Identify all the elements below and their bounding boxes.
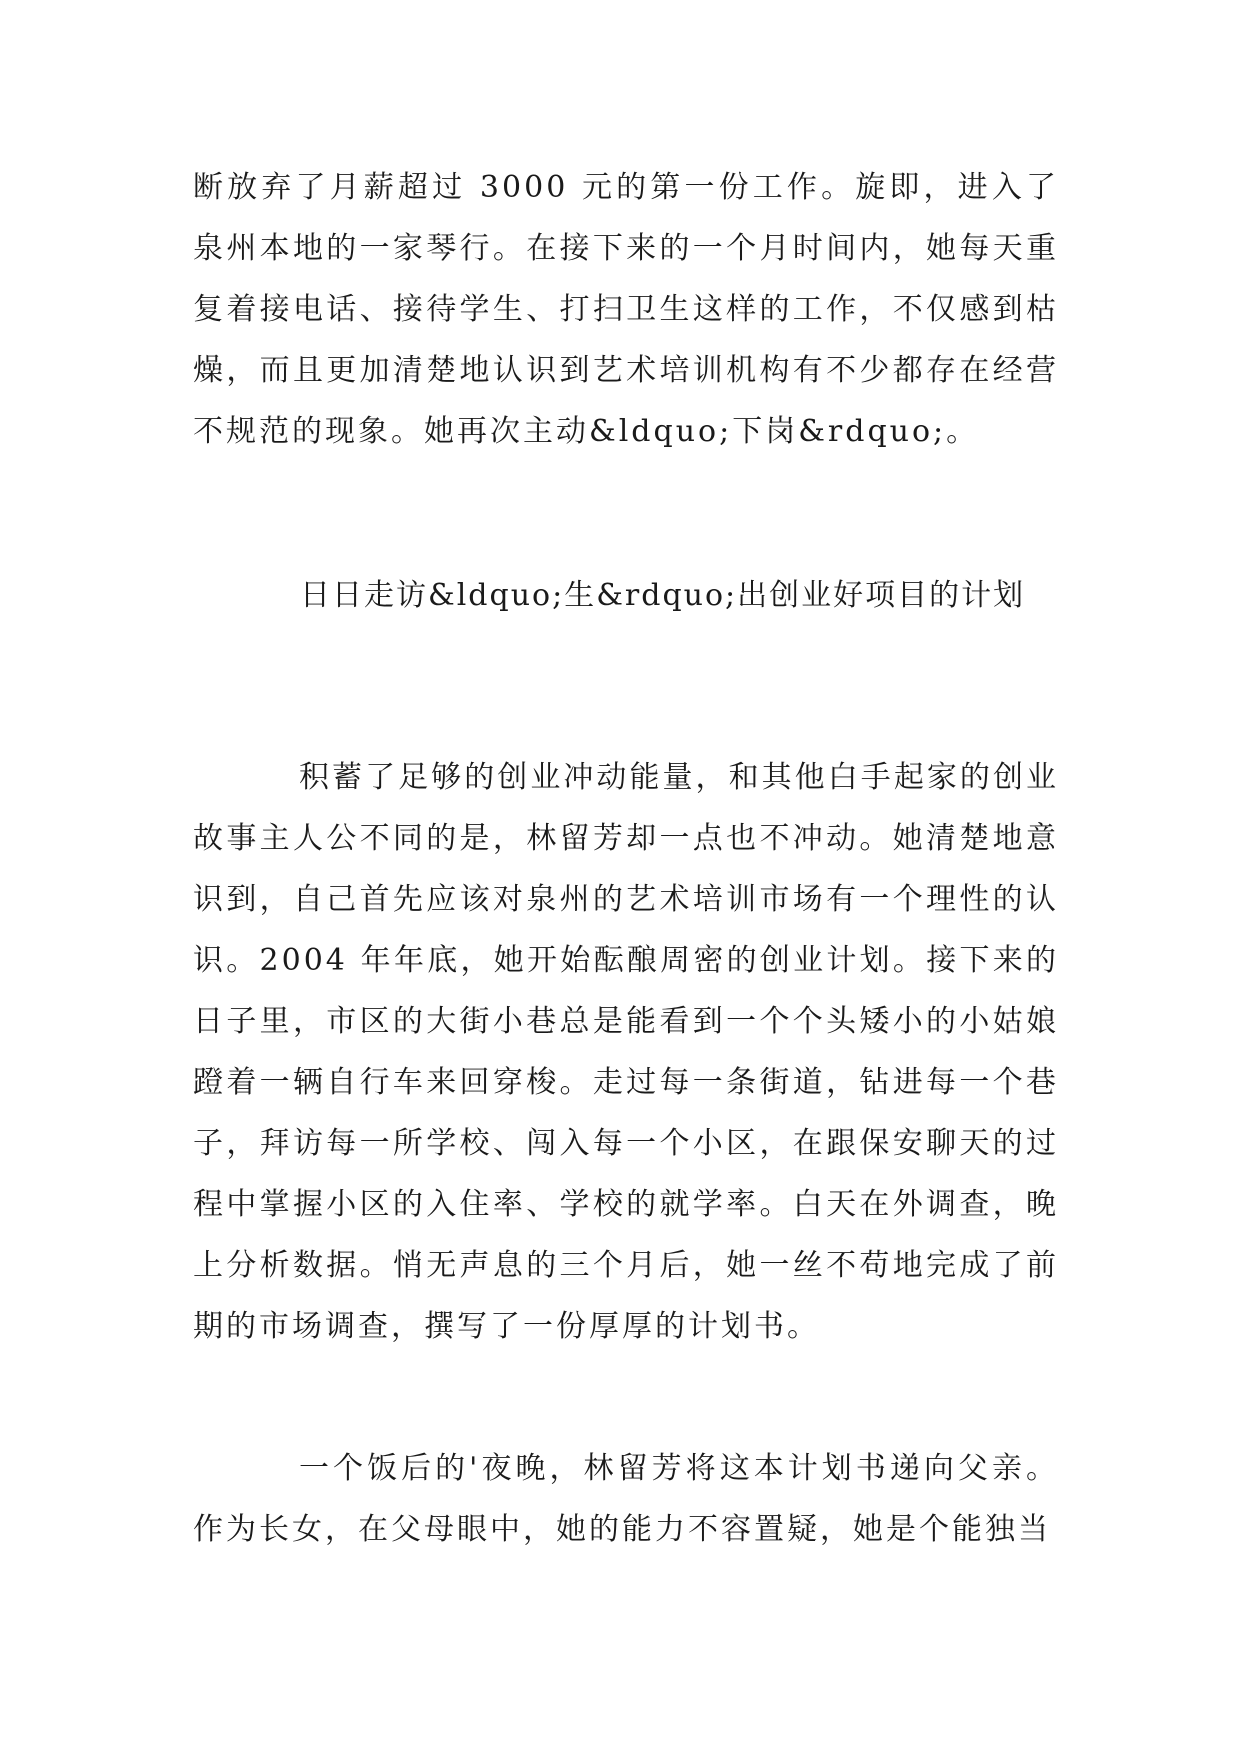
paragraph-resignation: 断放弃了月薪超过 3000 元的第一份工作。旋即，进入了泉州本地的一家琴行。在接下来的一个月时间内，她每天重复着接电话、接待学生、打扫卫生这样的工作，不仅感到枯燥，而且更加清楚地认识到艺术培训机构有不少都存在经营不规范的现象。她再次主动&ldquo;下岗&rdquo;。 bbox=[193, 170, 1059, 449]
section-heading: 日日走访&ldquo;生&rdquo;出创业好项目的计划 bbox=[300, 578, 1026, 613]
paragraph-market-research: 积蓄了足够的创业冲动能量，和其他白手起家的创业故事主人公不同的是，林留芳却一点也不冲动。她清楚地意识到，自己首先应该对泉州的艺术培训市场有一个理性的认识。2004 年年底，她开始酝酿周密的创业计划。接下来的日子里，市区的大街小巷总是能看到一个个头矮小的小姑娘蹬着一辆自行车来回穿梭。走过每一条街道，钻进每一个巷子，拜访每一所学校、闯入每一个小区，在跟保安聊天的过程中掌握小区的入住率、学校的就学率。白天在外调查，晚上分析数据。悄无声息的三个月后，她一丝不苟地完成了前期的市场调查，撰写了一份厚厚的计划书。 bbox=[193, 760, 1059, 1344]
paragraph-plan-to-father: 一个饭后的'夜晚，林留芳将这本计划书递向父亲。作为长女，在父母眼中，她的能力不容置疑，她是个能独当 bbox=[193, 1451, 1059, 1547]
